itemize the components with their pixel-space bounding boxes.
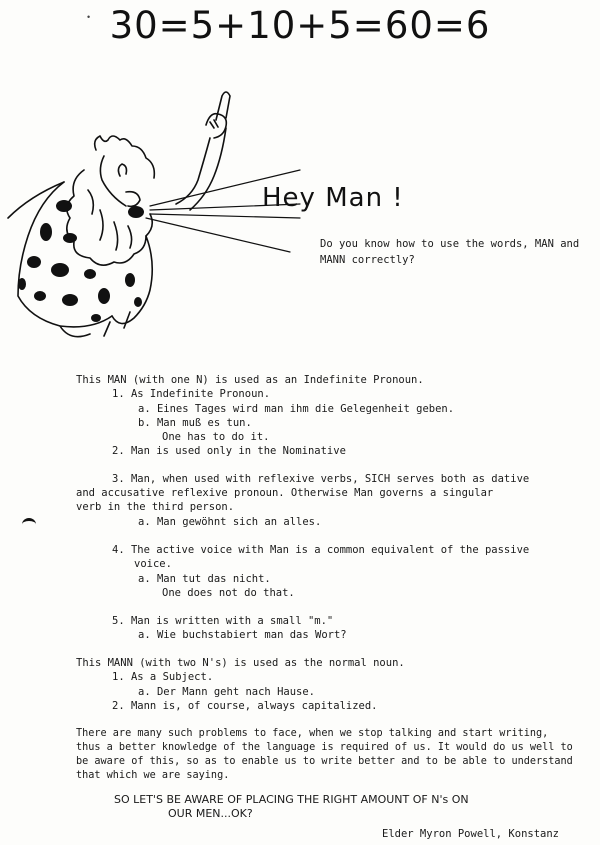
list-item: 1. As a Subject. (112, 671, 214, 683)
closing-paragraph: There are many such problems to face, when we stop talking and start writing, (76, 728, 549, 739)
closing-call-to-action: SO LET'S BE AWARE OF PLACING THE RIGHT AMOUNT OF N's ON (114, 793, 469, 806)
closing-call-to-action: OUR MEN...OK? (168, 807, 253, 820)
closing-paragraph: thus a better knowledge of the language is required of us. It would do us well to (76, 742, 573, 753)
list-item: a. Wie buchstabiert man das Wort? (138, 629, 347, 641)
list-item: a. Man gewöhnt sich an alles. (138, 516, 322, 528)
hey-man-exclamation: Hey Man ! (262, 183, 404, 213)
list-item: a. Eines Tages wird man ihm die Gelegenheit geben. (138, 403, 455, 415)
mann-man-heading-1: This MAN (with one N) is used as an Indefinite Pronoun. (76, 374, 424, 386)
caveman-illustration (0, 80, 310, 380)
list-item: b. Man muß es tun. (138, 417, 252, 429)
list-item: voice. (134, 558, 172, 570)
page-title: 30=5+10+5=60=6 (109, 4, 491, 47)
list-item: 4. The active voice with Man is a common equivalent of the passive (112, 544, 530, 556)
list-item: 1. As Indefinite Pronoun. (112, 388, 271, 400)
list-item: One does not do that. (162, 587, 295, 599)
punch-hole-mark (22, 518, 36, 531)
list-item: 2. Man is used only in the Nominative (112, 445, 346, 457)
margin-mark: • (87, 12, 91, 22)
closing-paragraph: be aware of this, so as to enable us to write better and to be able to understand (76, 756, 573, 767)
intro-question: Do you know how to use the words, MAN and MANN correctly? (320, 238, 580, 266)
closing-paragraph: that which we are saying. (76, 770, 230, 781)
list-item: 5. Man is written with a small "m." (112, 615, 334, 627)
list-item: One has to do it. (162, 431, 270, 443)
list-item: a. Der Mann geht nach Hause. (138, 686, 316, 698)
author-signature: Elder Myron Powell, Konstanz (382, 828, 560, 840)
list-item: verb in the third person. (76, 501, 235, 513)
mann-heading-2: This MANN (with two N's) is used as the normal noun. (76, 657, 405, 669)
list-item: a. Man tut das nicht. (138, 573, 271, 585)
list-item: 2. Mann is, of course, always capitalized. (112, 700, 378, 712)
list-item: 3. Man, when used with reflexive verbs, SICH serves both as dative (112, 473, 530, 485)
list-item: and accusative reflexive pronoun. Otherwise Man governs a singular (76, 487, 494, 499)
